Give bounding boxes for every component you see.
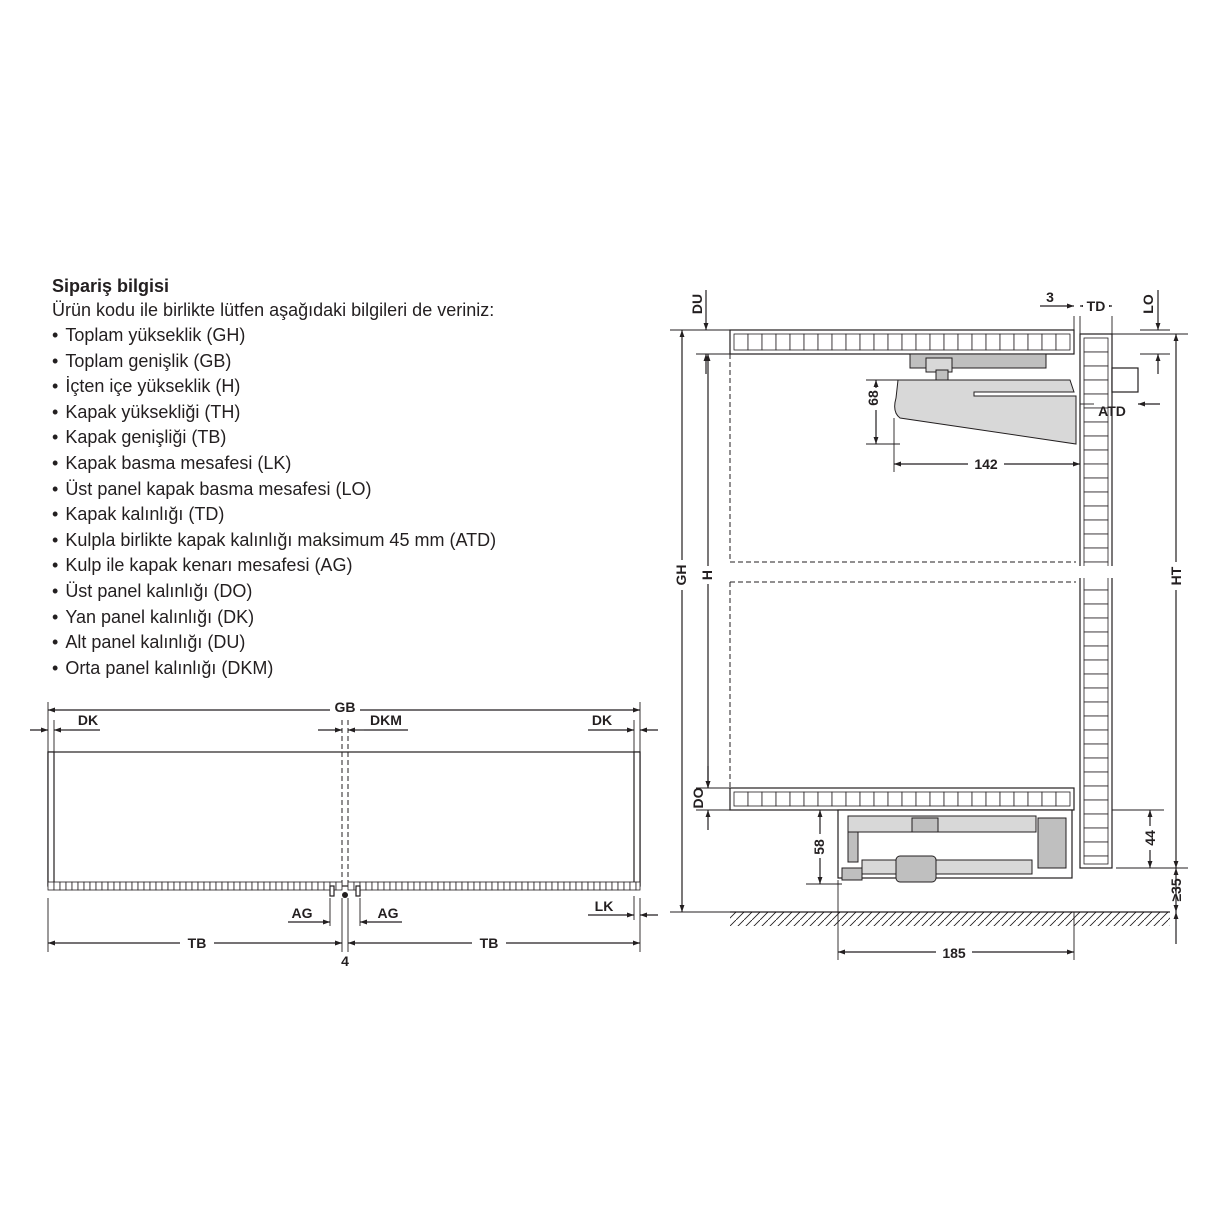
- list-item: • Alt panel kalınlığı (DU): [52, 630, 612, 656]
- side-view-drawing: [670, 289, 1188, 961]
- list-item: • Orta panel kalınlığı (DKM): [52, 656, 612, 682]
- front-view-drawing: [30, 699, 658, 969]
- list-item: • Yan panel kalınlığı (DK): [52, 605, 612, 631]
- list-item: • Üst panel kalınlığı (DO): [52, 579, 612, 605]
- list-item: • Kapak yüksekliği (TH): [52, 400, 612, 426]
- top-panel-cells: [734, 334, 1070, 350]
- handle: [1112, 368, 1138, 392]
- cabinet-front-outline: [48, 752, 640, 886]
- tb-right-label: TB: [479, 935, 499, 951]
- list-item: • Üst panel kapak basma mesafesi (LO): [52, 477, 612, 503]
- dim-142-label: 142: [974, 456, 998, 472]
- order-info-title: Sipariş bilgisi: [52, 276, 170, 296]
- bottom-panel-cells: [734, 792, 1070, 806]
- gap-marker: [342, 892, 348, 898]
- list-item: • Kulpla birlikte kapak kalınlığı maksimum 45 mm (ATD): [52, 528, 612, 554]
- three-label: 3: [1046, 289, 1054, 305]
- top-bracket: [895, 380, 1076, 444]
- dkm-label: DKM: [370, 712, 402, 728]
- handle: [356, 886, 360, 896]
- dim-185-label: 185: [942, 945, 966, 961]
- du-label: DU: [689, 293, 705, 315]
- left-side-panel: [48, 752, 54, 886]
- roller: [1038, 818, 1066, 868]
- lo-label: LO: [1140, 294, 1156, 314]
- bottom-rail: [848, 816, 1036, 832]
- lk-label: LK: [594, 898, 614, 914]
- h-label: H: [699, 569, 715, 581]
- gb-label: GB: [334, 699, 356, 715]
- dim-35-label: ≥35: [1168, 878, 1184, 902]
- do-label: DO: [690, 787, 706, 809]
- right-side-panel: [634, 752, 640, 886]
- td-label: TD: [1086, 298, 1106, 314]
- list-item: • Toplam yükseklik (GH): [52, 323, 612, 349]
- ht-label: HT: [1168, 566, 1184, 586]
- list-item: • İçten içe yükseklik (H): [52, 374, 612, 400]
- ag-right-label: AG: [377, 905, 399, 921]
- dim-44-label: 44: [1142, 830, 1158, 846]
- order-info-intro: Ürün kodu ile birlikte lütfen aşağıdaki bilgileri de veriniz:: [52, 300, 495, 320]
- dim-68-label: 68: [865, 390, 881, 406]
- atd-label: ATD: [1098, 403, 1126, 419]
- dk-left-label: DK: [77, 712, 99, 728]
- list-item: • Kapak basma mesafesi (LK): [52, 451, 612, 477]
- list-item: • Toplam genişlik (GB): [52, 349, 612, 375]
- list-item: • Kapak kalınlığı (TD): [52, 502, 612, 528]
- handle: [330, 886, 334, 896]
- dk-right-label: DK: [591, 712, 613, 728]
- ag-left-label: AG: [291, 905, 313, 921]
- floor-hatch: [730, 912, 1170, 926]
- gh-label: GH: [673, 564, 689, 586]
- list-item: • Kulp ile kapak kenarı mesafesi (AG): [52, 553, 612, 579]
- list-item: • Kapak genişliği (TB): [52, 425, 612, 451]
- dim-58-label: 58: [811, 839, 827, 855]
- gap-label: 4: [341, 953, 349, 969]
- bottom-carriage: [862, 860, 1032, 874]
- tb-left-label: TB: [187, 935, 207, 951]
